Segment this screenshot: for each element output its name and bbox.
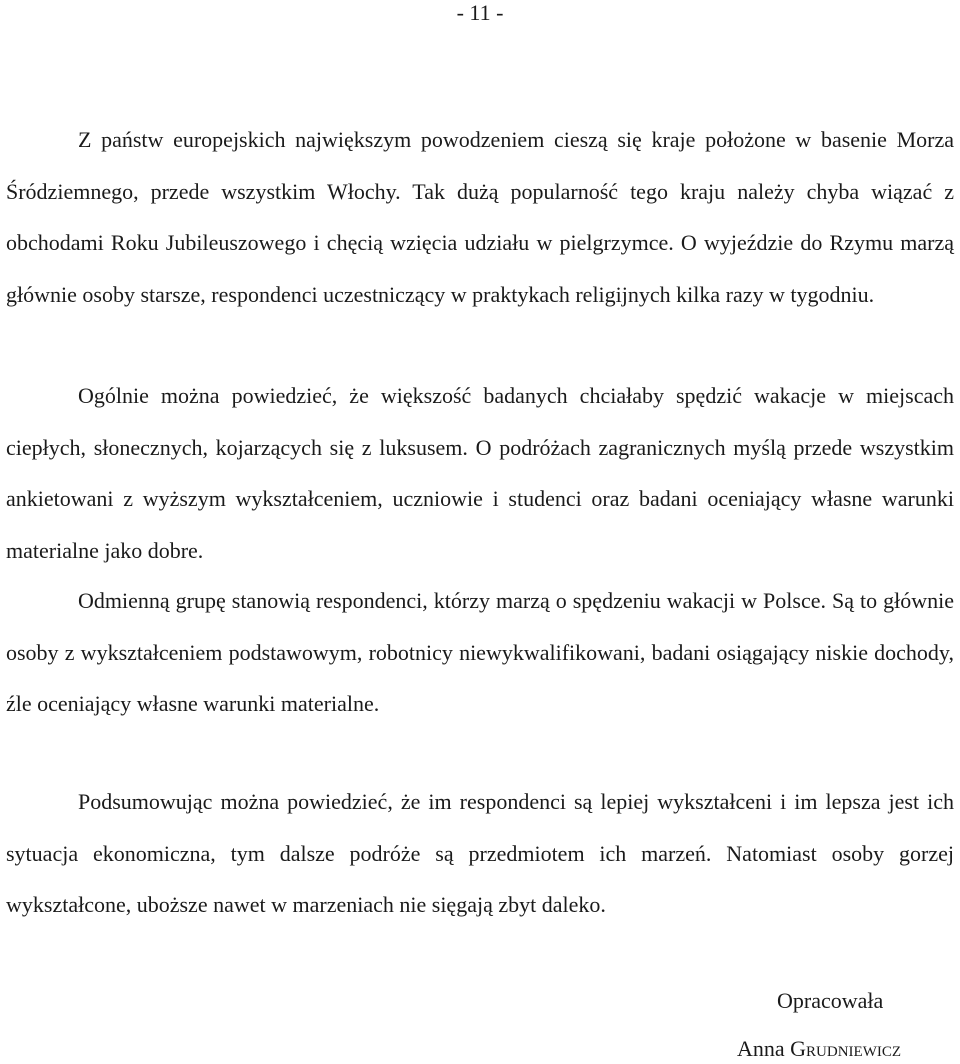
- paragraph-3: Odmienną grupę stanowią respondenci, którzy marzą o spędzeniu wakacji w Polsce. Są to głównie osoby z wykształceniem podstawowym, robotnicy niewykwalifikowani, badani osiągający niskie dochody, źle oceniający własne warunki materialne.: [6, 588, 954, 716]
- paragraph-4: Podsumowując można powiedzieć, że im respondenci są lepiej wykształceni i im lepsza jest ich sytuacja ekonomiczna, tym dalsze podróże są przedmiotem ich marzeń. Natomiast osoby gorzej wykształcone, uboższe nawet w marzeniach nie sięgają zbyt daleko.: [6, 789, 954, 917]
- signature-role: Opracowała: [777, 988, 884, 1013]
- paragraph-1: Z państw europejskich największym powodzeniem cieszą się kraje położone w basenie Morza Śródziemnego, przede wszystkim Włochy. Tak dużą popularność tego kraju należy chyba wiązać z obchodami Roku Jubileuszowego i chęcią wzięcia udziału w pielgrzymce. O wyjeździe do Rzymu marzą głównie osoby starsze, respondenci uczestniczący w praktykach religijnych kilka razy w tygodniu.: [6, 127, 954, 307]
- author-first-name: Anna: [737, 1036, 785, 1061]
- signature-name: [737, 1034, 901, 1064]
- author-last-name: Grudniewicz: [790, 1036, 902, 1061]
- page-number: - 11 -: [456, 0, 504, 25]
- paragraph-2: Ogólnie można powiedzieć, że większość badanych chciałaby spędzić wakacje w miejscach ciepłych, słonecznych, kojarzących się z luksusem. O podróżach zagranicznych myślą przede wszystkim ankietowani z wyższym wykształceniem, uczniowie i studenci oraz badani oceniający własne warunki materialne jako dobre.: [6, 383, 954, 563]
